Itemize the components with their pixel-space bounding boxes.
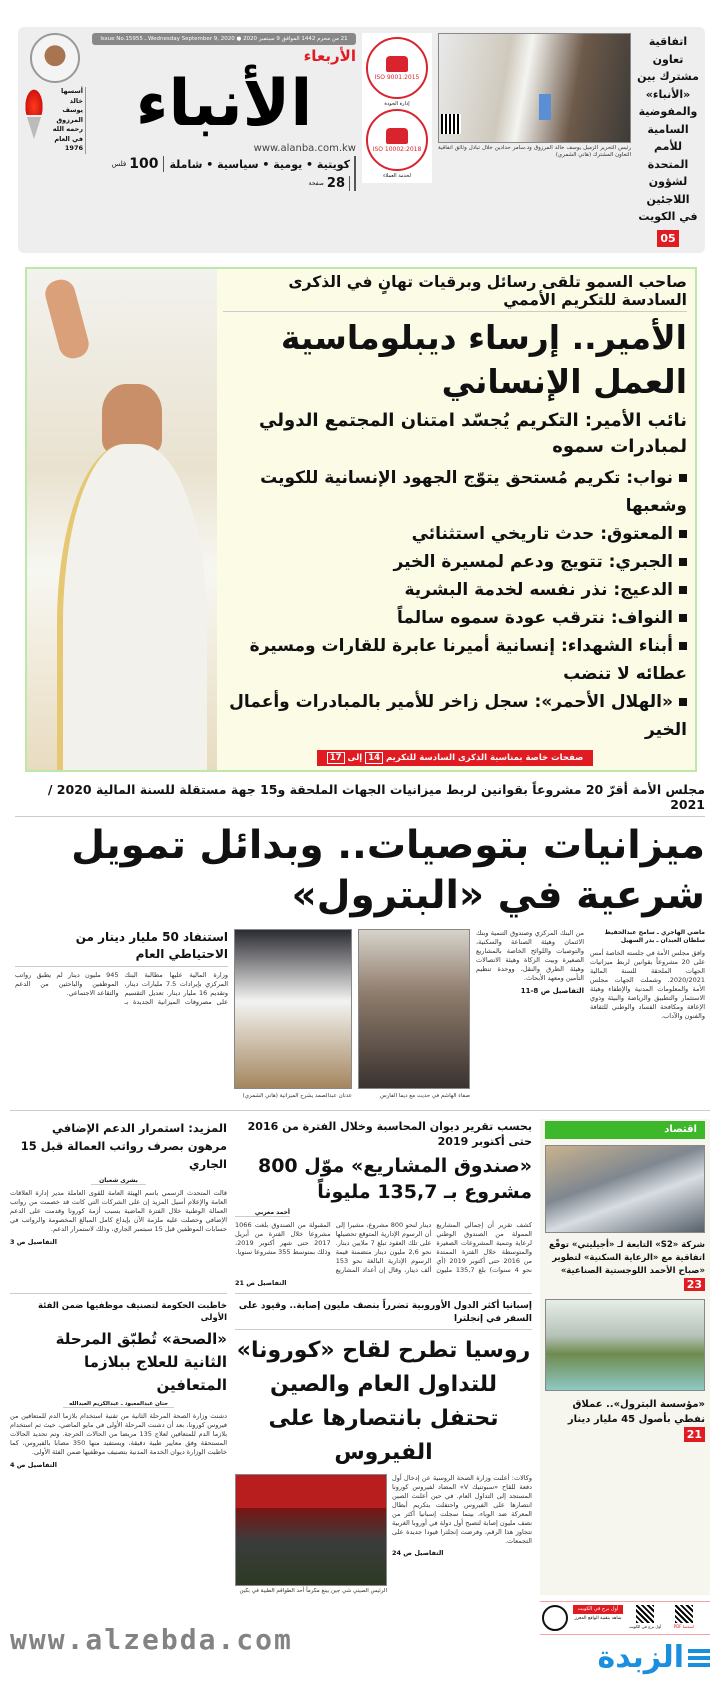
- masthead: [18, 27, 705, 253]
- founder-note: [24, 87, 86, 154]
- abdulsamad-photo: [234, 929, 352, 1089]
- reserve-fund-title[interactable]: استنفاد 50 مليار دينار من الاحتياطي العام: [15, 929, 228, 967]
- amir-kicker: صاحب السمو تلقى رسائل وبرقيات تهانٍ في الذكرى السادسة للتكريم الأممي: [223, 273, 687, 312]
- weekday: الأربعاء: [303, 47, 356, 65]
- petroleum-tower-photo: [545, 1299, 705, 1391]
- amir-section: [25, 267, 697, 772]
- abdulsamad-photo-wrap: [234, 929, 352, 1100]
- agreement-photo: [438, 33, 631, 143]
- fund-headline[interactable]: «صندوق المشاريع» موّل 800 مشروع بـ 135,7 مليوناً: [257, 1155, 532, 1203]
- bullet-line: النواف: نترقب عودة سموه سالماً: [223, 604, 687, 632]
- watermark: www.alzebda.com: [10, 1622, 293, 1656]
- top-story-page-badge: 05: [637, 230, 699, 248]
- budget-kicker: مجلس الأمة أقرّ 20 مشروعاً بقوانين لربط ميزانيات الجهات الملحقة و15 جهة مستقلة للسنة المالية 2020 / 2021: [15, 782, 705, 817]
- budget-section: [15, 782, 705, 1100]
- budget-columns: [15, 929, 705, 1100]
- fund-article: [235, 1119, 532, 1287]
- reserve-fund-block: [15, 929, 228, 1100]
- russia-body: [235, 1474, 532, 1595]
- russia-details-link[interactable]: التفاصيل ص 24: [392, 1549, 444, 1557]
- bullet-line: المعتوق: حدث تاريخي استثنائي: [223, 520, 687, 548]
- qr-block[interactable]: اسمسا PDF: [667, 1605, 701, 1629]
- labor-headline[interactable]: المزيد: استمرار الدعم الإضافي مرهون بصرف رواتب العمالة قبل 15 الجاري: [20, 1121, 227, 1171]
- bullet-line: الجبري: تتويج ودعم لمسيرة الخير: [223, 548, 687, 576]
- bullet-line: «الهلال الأحمر»: سجل زاخر للأمير بالمبادرات وأعمال الخير: [229, 692, 687, 740]
- economy-section-label[interactable]: اقتصاد: [545, 1121, 705, 1139]
- footer-right: [540, 1601, 710, 1677]
- logistics-city-photo: [545, 1145, 705, 1233]
- newspaper-logo: الأنباء: [135, 67, 313, 141]
- health-details-link[interactable]: التفاصيل ص 4: [10, 1461, 57, 1469]
- budget-column-2-wrap: [476, 929, 584, 1100]
- labor-byline: بشرى شعبان: [91, 1177, 146, 1185]
- bullet-line: أبناء الشهداء: إنسانية أميرنا عابرة للقارات ومسيرة عطائه لا تنضب: [249, 636, 687, 684]
- tagline-bar: كويتية • يومية • سياسية • شاملة 100 فلس 28 صفحة: [92, 156, 356, 191]
- health-byline: حنان عبدالمعبود ـ عبدالكريم العبدالله: [63, 1401, 174, 1408]
- founder-block: [24, 33, 86, 154]
- amir-photo: [27, 269, 217, 770]
- top-story-caption: رئيس التحرير الزميل يوسف خالد المرزوق ود.سامر حدادين خلال تبادل وثائق اتفاقية التعاون المشترك (هاني الشمري): [438, 145, 631, 158]
- russia-kicker: إسبانيا أكثر الدول الأوروبية تضرراً بنصف مليون إصابة.. وقيود على السفر في إنجلترا: [235, 1300, 532, 1330]
- special-pages-banner[interactable]: صفحات خاصة بمناسبة الذكرى السادسة للتكريم 14 إلى 17: [317, 750, 594, 766]
- labor-article: [10, 1119, 227, 1287]
- flame-icon: [24, 87, 44, 115]
- photo-caption: عدنان عبدالصمد يشرح الميزانية (هاني الشمري): [242, 1093, 352, 1099]
- iso-seal-9001: ISO 9001:2015: [366, 37, 428, 99]
- russia-article: [235, 1293, 532, 1595]
- founder-portrait: [30, 33, 80, 83]
- photo-caption: الرئيس الصيني شي جين بينغ مكرماً أحد الطواقم الطبية في بكين: [239, 1588, 387, 1594]
- hashem-photo: [358, 929, 470, 1089]
- fund-kicker: بحسب تقرير ديوان المحاسبة وخلال الفترة من 2016 حتى أكتوبر 2019: [247, 1120, 532, 1148]
- anniversary-seal: [542, 1605, 568, 1631]
- health-article: [10, 1293, 227, 1595]
- health-kicker: خاطبت الحكومة لتصنيف موظفيها ضمن الفئة الأولى: [37, 1301, 227, 1323]
- page-count: 28 صفحة: [309, 176, 350, 191]
- russia-photo-column: [235, 1474, 387, 1595]
- amir-bullets: [223, 464, 687, 744]
- qr-code-icon[interactable]: [636, 1605, 654, 1623]
- health-headline[interactable]: «الصحة» تُطبّق المرحلة الثانية للعلاج ببلازما المتعافين: [55, 1330, 227, 1394]
- zebda-logo: الزبدة: [540, 1639, 710, 1677]
- amir-robe: [57, 444, 207, 770]
- economy-item-2[interactable]: «مؤسسة البترول».. عملاق نفطي بأصول 45 مليار دينار 21: [567, 1399, 705, 1441]
- russia-text-column: [392, 1474, 532, 1557]
- economy-sidebar: [540, 1119, 710, 1595]
- budget-column-1-wrap: [590, 929, 705, 1100]
- menu-lines-icon: [688, 1649, 710, 1669]
- iso-certificates: ISO 9001:2015 إدارة الجودة ISO 10002:2018 لخدمة العملاء: [362, 33, 432, 183]
- founder-text: أسسها خالد يوسف المرزوق رحمه الله في العام 1976: [47, 87, 86, 154]
- qr-code-icon: [441, 114, 461, 134]
- waving-hand: [42, 276, 92, 361]
- top-story[interactable]: [637, 33, 699, 247]
- photo-caption: صفاء الهاشم في حديث مع ديما الفارس: [379, 1093, 470, 1099]
- agreement-block: [438, 33, 631, 159]
- reserve-fund-text: وزارة المالية عليها مطالبة البنك المركزي بإيرادات 7.5 مليارات دينار، وتقديم 16 مليار دينار. تعديل التقسيم على مصروفات الميزانية الجديدة بـ 945 مليون دينار لم يطبق رواتب الموظفين والباحثين من الدعم والتقاعد الاجتماعي.: [15, 971, 228, 1006]
- top-story-title[interactable]: اتفاقية تعاون مشترك بين «الأنباء» والمفوضية السامية للأمم المتحدة لشؤون اللاجئين في الكويت: [637, 35, 699, 223]
- un-flag: [539, 94, 551, 120]
- budget-column-1: وافق مجلس الأمة في جلسته الخاصة أمس على 20 مشروعاً بقوانين لربط ميزانيات الجهات الملحقة للسنة المالية 2020/2021. وشملت الجهات مجلس الأمة والمعلومات المدنية والإطفاء وهيئة الاستثمار والتطبيق والرياضة والبيئة وذوي الإعاقة ومكافحة الفساد والوطني للثقافة والفنون والآداب.: [590, 949, 705, 1020]
- hashem-photo-wrap: [358, 929, 470, 1100]
- amir-text: [217, 269, 695, 770]
- budget-headline[interactable]: ميزانيات بتوصيات.. وبدائل تمويل شرعية في «البترول»: [71, 823, 705, 918]
- health-text: دشنت وزارة الصحة المرحلة الثانية من تقنية استخدام بلازما الدم للمتعافين من فيروس كورونا، بعد أن دشنت المرحلة الأولى في مايو الماضي، حيث تم استخدام بلازما الدم للمتعافين لعلاج 135 مريضا من الحالات الحرجة. وتم تحديد الحالات المستحقة وفق معايير طبية دقيقة، ويستفيد منها 350 مصابا بالفيروس، كما خاطبت الوزارة ديوان الخدمة المدنية بتصنيف موظفيها ضمن الفئة الأولى.: [10, 1412, 228, 1456]
- amir-subheadline: نائب الأمير: التكريم يُجسّد امتنان المجتمع الدولي لمبادرات سموه: [259, 410, 687, 457]
- date-bar: 21 من محرم 1442 الموافق 9 سبتمبر 2020 ● Wednesday September 9, 2020 ـ Issue No.15955: [92, 33, 356, 45]
- budget-details-link[interactable]: التفاصيل ص 8-11: [520, 987, 584, 995]
- budget-column-2: من البنك المركزي وصندوق التنمية وبنك الائتمان وهيئة الصناعة والسكنية، والتوصيات واللوائح الخاصة بالمشاريع الصغيرة وبيت الزكاة وهيئة الاتصالات وهيئة الطرق والنقل، ووحدة تنظيم التأمين ومعهد الأبحاث.: [476, 929, 584, 982]
- russia-headline[interactable]: روسيا تطرح لقاح «كورونا» للتداول العام والصين تحتفل بانتصارها على الفيروس: [236, 1338, 531, 1465]
- bullet-line: الدعيج: نذر نفسه لخدمة البشرية: [223, 576, 687, 604]
- fund-text: كشف تقرير أن إجمالي المشاريع الممولة من الصندوق الوطني لرعاية وتنمية المشروعات الصغيرة والمتوسطة خلال الفترة الممتدة من 2016 حتى أكتوبر 2019 (أي نحو 4 سنوات) بلغ 135,7 مليون دينار لنحو 800 مشروع، مشيرا إلى أن الرسوم الإدارية المتوقع تحصيلها على تلك العقود تبلغ 7 ملايين دينار. نحو 2,6 مليون دينار متضمنة قيمة الرسوم الإدارية البالغة نحو 153 ألف دينار، وقال إن أعداد المشاريع المقبولة من الصندوق بلغت 1066 مشروعا خلال الفترة من أبريل 2017 حتى شهر أكتوبر 2019، وذلك بمتوسط 355 مشروعا سنويا.: [235, 1221, 532, 1274]
- russia-text: وكالات: أعلنت وزارة الصحة الروسية عن إدخال أول دفعة للقاح «سبوتنيك V» المضاد لفيروس كورونا المستجد إلى التداول العام. في حين أعلنت الصين انتصارها على الفيروس واحتفلت بتكريم أبطال المعركة ضد الوباء، بينما سجلت إسبانيا أكثر من نصف مليون إصابة لتصبح أول دولة في أوروبا الغربية تتجاوز هذا الرقم، وفرضت إنجلترا قيودا جديدة على التجمعات.: [392, 1474, 532, 1545]
- promo-text: أول برج في الكويت شاهد بتقنية الواقع المعزز: [574, 1606, 622, 1621]
- ar-promo-box[interactable]: [540, 1601, 710, 1635]
- bullet-line: نواب: تكريم مُستحق يتوّج الجهود الإنسانية للكويت وشعبها: [260, 468, 687, 516]
- budget-bylines: ماضي الهاجري ـ سامح عبدالحفيظ سلطان العبدان ـ بدر السهيل: [604, 929, 705, 944]
- amir-headline[interactable]: الأمير.. إرساء ديبلوماسية العمل الإنساني: [280, 318, 687, 401]
- labor-text: قالت المتحدث الرسمي باسم الهيئة العامة للقوى العاملة مدير إدارة العلاقات العامة والإعلام أسيل المزيد إن على الشركات التي كانت قد خصمت من رواتب العمالة الوطنية خلال الفترة الماضية بسبب أزمة كورونا وقدمت على الدعم الإضافي وحصلت عليه ملزمة الآن بإيداع كامل المبالغ المخصومة والرواتب في حسابات الموظفين قبل 15 سبتمبر الجاري، وذلك لاستمرار الدعم.: [10, 1189, 227, 1233]
- pen-nib-icon: [27, 117, 41, 139]
- iso-seal-10002: ISO 10002:2018: [366, 109, 428, 171]
- qr-code-icon[interactable]: [675, 1605, 693, 1623]
- qr-block[interactable]: أول برج في الكويت: [628, 1605, 662, 1629]
- lower-section: [10, 1110, 710, 1595]
- fund-byline: أحمد مغربي: [235, 1209, 290, 1217]
- masthead-center: [92, 33, 356, 191]
- china-ceremony-photo: [235, 1474, 387, 1586]
- founder-emblem: [24, 87, 44, 139]
- footer: [10, 1601, 710, 1677]
- website-url[interactable]: www.alanba.com.kw: [253, 143, 356, 154]
- labor-details-link[interactable]: التفاصيل ص 3: [10, 1238, 57, 1246]
- fund-details-link[interactable]: التفاصيل ص 21: [235, 1279, 287, 1287]
- economy-item-1[interactable]: شركة «S2» التابعة لـ «أجيليتي» توقّع اتفاقية مع «الرعاية السكنية» لتطوير «صباح الأحمد اللوجستية الصناعية» 23: [549, 1240, 705, 1291]
- price: 100 فلس: [112, 156, 164, 172]
